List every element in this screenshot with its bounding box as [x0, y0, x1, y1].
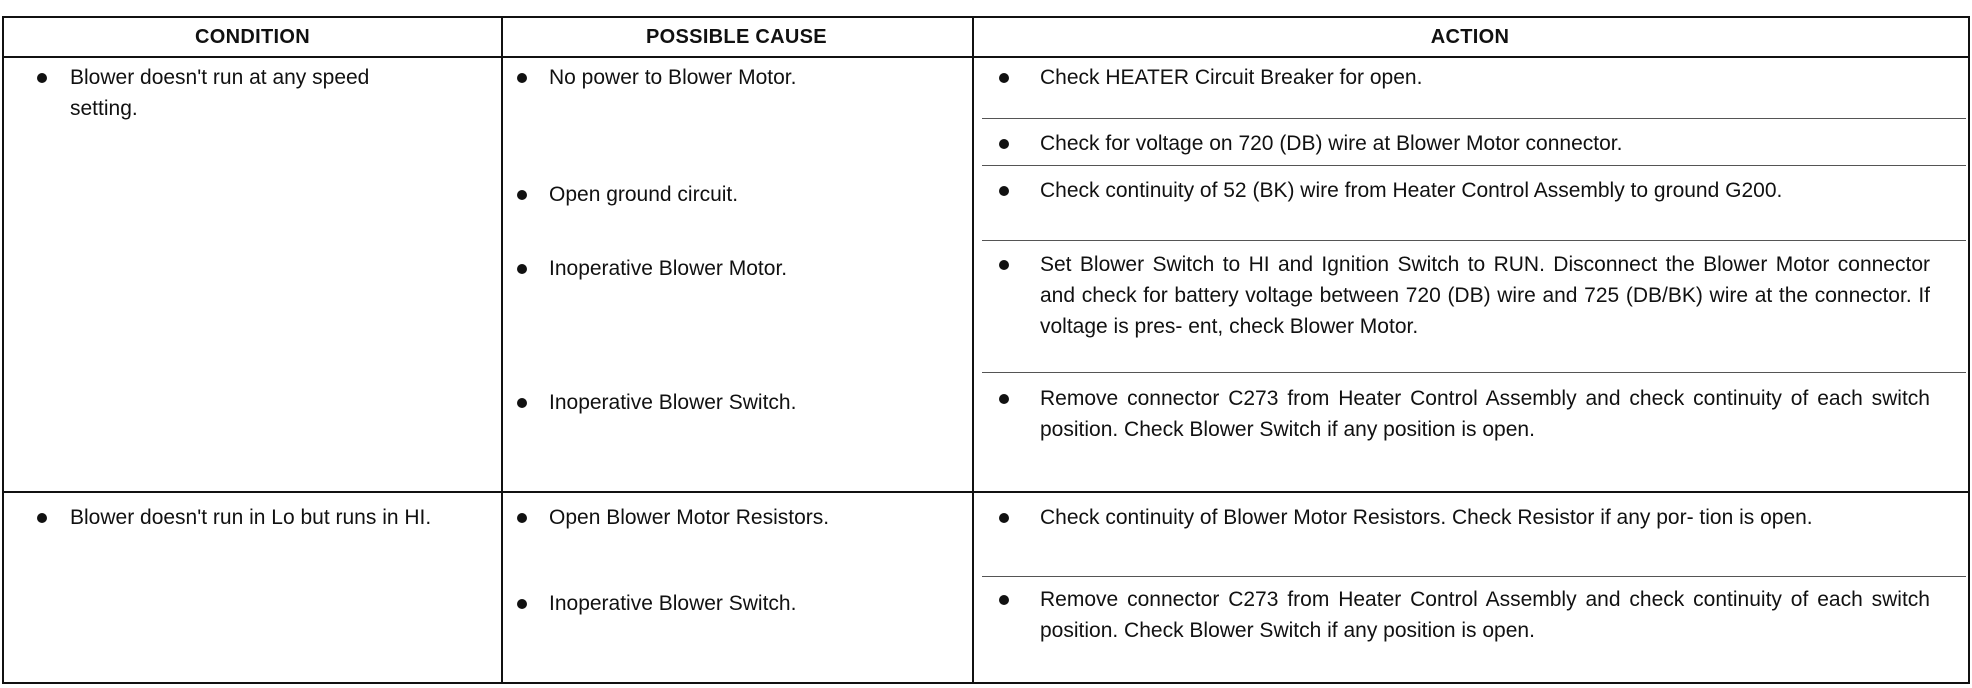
bullet-icon	[517, 73, 527, 83]
table-header	[4, 18, 1968, 58]
cause-text: Inoperative Blower Switch.	[549, 592, 797, 615]
action-divider	[982, 118, 1966, 119]
bullet-icon	[999, 186, 1009, 196]
header-condition: CONDITION	[195, 26, 310, 48]
condition-text: Blower doesn't run in Lo but runs in HI.	[70, 506, 432, 529]
bullet-icon	[999, 260, 1009, 270]
action-text: Check HEATER Circuit Breaker for open.	[1040, 66, 1423, 89]
bullet-icon	[517, 190, 527, 200]
bullet-icon	[999, 595, 1009, 605]
header-possible-cause: POSSIBLE CAUSE	[646, 26, 827, 48]
action-divider	[982, 240, 1966, 241]
bullet-icon	[999, 513, 1009, 523]
bullet-icon	[517, 599, 527, 609]
action-text: Check for voltage on 720 (DB) wire at Blower Motor connector.	[1040, 132, 1623, 155]
cause-text: Inoperative Blower Motor.	[549, 257, 788, 280]
condition-text: Blower doesn't run at any speed setting.	[70, 66, 370, 120]
action-divider	[982, 372, 1966, 373]
action-text: Remove connector C273 from Heater Control Assembly and check continuity of each switch position. Check Blower Switch if any position is open.	[1040, 588, 1930, 642]
action-divider	[982, 165, 1966, 166]
bullet-icon	[999, 73, 1009, 83]
bullet-icon	[999, 139, 1009, 149]
bullet-icon	[517, 398, 527, 408]
row-divider	[4, 491, 1968, 493]
column-divider	[972, 18, 974, 682]
bullet-icon	[517, 264, 527, 274]
bullet-icon	[517, 513, 527, 523]
cause-text: Open ground circuit.	[549, 183, 739, 206]
troubleshooting-table	[2, 16, 1970, 684]
column-divider	[501, 18, 503, 682]
action-text: Check continuity of 52 (BK) wire from Heater Control Assembly to ground G200.	[1040, 179, 1783, 202]
action-text: Check continuity of Blower Motor Resistors. Check Resistor if any por- tion is open.	[1040, 506, 1813, 529]
action-text: Remove connector C273 from Heater Control Assembly and check continuity of each switch position. Check Blower Switch if any position is open.	[1040, 387, 1930, 441]
bullet-icon	[37, 513, 47, 523]
cause-text: Open Blower Motor Resistors.	[549, 506, 830, 529]
bullet-icon	[37, 73, 47, 83]
cause-text: No power to Blower Motor.	[549, 66, 797, 89]
bullet-icon	[999, 394, 1009, 404]
action-text: Set Blower Switch to HI and Ignition Switch to RUN. Disconnect the Blower Motor connector and check for battery voltage between 720 (DB) wire and 725 (DB/BK) wire at the connector. If voltage is pres- ent, check Blower Motor.	[1040, 253, 1930, 338]
header-action: ACTION	[1430, 26, 1510, 48]
cause-text: Inoperative Blower Switch.	[549, 391, 797, 414]
action-divider	[982, 576, 1966, 577]
